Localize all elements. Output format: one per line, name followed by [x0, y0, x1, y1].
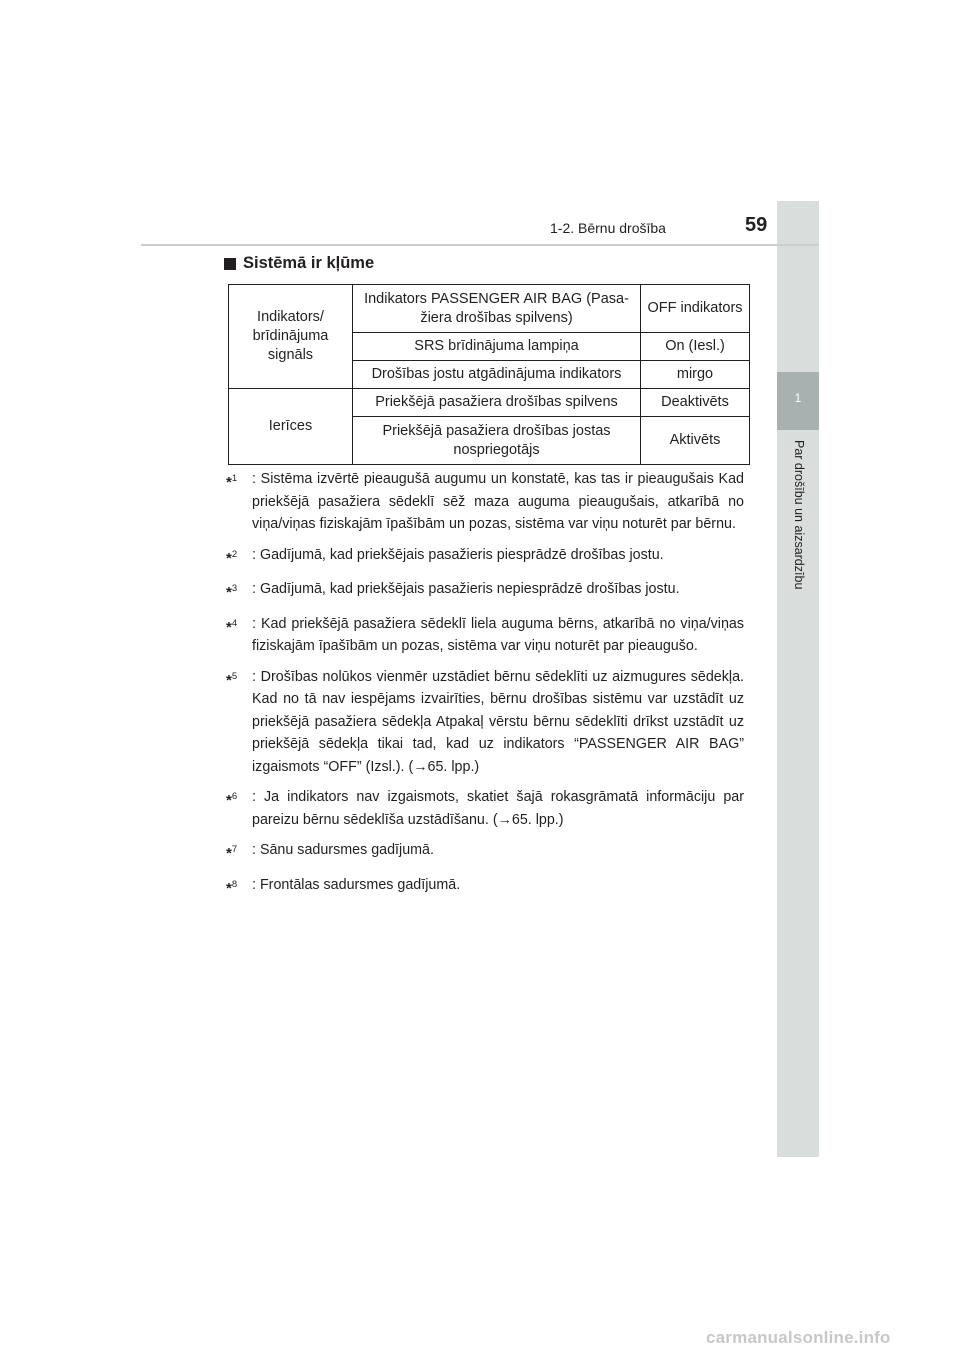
chapter-side-tab	[777, 201, 819, 1157]
footnote-text: : Kad priekšējā pasažiera sēdeklī liela auguma bērns, atkarībā no viņa/viņas fiziskajām īpašībām un pozas, sistēma var viņu noturēt par pieaugušo.	[252, 615, 744, 654]
table-cell-item: Priekšējā pasažiera drošības spilvens	[353, 389, 641, 417]
footnote-text: : Gadījumā, kad priekšējais pasažieris nepiesprādzē drošības jostu.	[252, 581, 680, 597]
footnotes	[226, 468, 744, 908]
table-cell-item: Indikators PASSENGER AIR BAG (Pasa- žiera drošības spilvens)	[353, 285, 641, 333]
footnote	[226, 786, 744, 831]
table-cell-value: mirgo	[641, 361, 750, 389]
footnote-text: : Sānu sadursmes gadījumā.	[252, 842, 434, 858]
footnote-marker: *$^1$	[226, 473, 238, 491]
footnote	[226, 613, 744, 658]
section-heading-text: Sistēmā ir kļūme	[243, 254, 375, 272]
square-bullet-icon	[224, 258, 236, 270]
header-divider	[141, 244, 819, 246]
table-cell-value: On (Iesl.)	[641, 333, 750, 361]
footnote-marker: *$^5$	[226, 670, 238, 689]
chapter-label: Par drošību un aizsardzību	[792, 440, 806, 590]
footnote-marker: *$^3$	[226, 583, 238, 601]
footnote-marker: *$^7$	[226, 844, 238, 862]
footnote	[226, 578, 744, 605]
section-title: 1-2. Bērnu drošība	[550, 220, 666, 236]
footnote	[226, 839, 744, 866]
table-cell-item: Drošības jostu atgādinājuma indikators	[353, 361, 641, 389]
section-heading	[224, 254, 374, 273]
table-cell-value: Deaktivēts	[641, 389, 750, 417]
table-row	[229, 389, 750, 417]
group-label: Ierīces	[229, 389, 353, 465]
footnote	[226, 544, 744, 571]
footnote-text: : Ja indikators nav izgaismots, skatiet šajā rokasgrāmatā informāciju par pareizu bērnu sēdeklīša uzstādīšanu. (→65. lpp.)	[252, 789, 744, 828]
table-cell-value: Aktivēts	[641, 417, 750, 465]
footnote-text: : Frontālas sadursmes gadījumā.	[252, 876, 461, 893]
footnote-marker: *$^4$	[226, 617, 238, 636]
table-row	[229, 285, 750, 333]
footnote	[226, 666, 744, 779]
footnote-text: : Drošības nolūkos vienmēr uzstādiet bērnu sēdeklīti uz aizmugures sēdekļa. Kad no tā nav iespējams izvairīties, bērnu drošības sistēmu var uzstādīt uz priekšējā pasažiera sēdekļa Atpakaļ vērstu bērnu sēdeklīti drīkst uzstādīt uz priekšējā sēdekļa tikai tad, kad uz indikators “PASSENGER AIR BAG” izgaismots “OFF” (Izsl.). (→65. lpp.)	[252, 668, 744, 775]
watermark: carmanualsonline.info	[706, 1328, 891, 1347]
footnote-text: : Sistēma izvērtē pieaugušā augumu un konstatē, kas tas ir pieaugušais Kad priekšējā pasažiera sēdeklī sēž maza auguma pieaugušais, atkarībā no viņa/viņas fiziskajām īpašībām un pozas, sistēma var viņu noturēt par bērnu.	[252, 471, 744, 532]
page-number: 59	[745, 214, 768, 236]
chapter-number: 1	[794, 391, 802, 405]
footnote-text: : Gadījumā, kad priekšējais pasažieris piesprādzē drošības jostu.	[252, 546, 664, 563]
footnote	[226, 874, 744, 901]
status-table	[228, 284, 750, 465]
table-cell-item: SRS brīdinājuma lampiņa	[353, 333, 641, 361]
footnote	[226, 468, 744, 536]
group-label: Indikators/ brīdinājuma signāls	[229, 285, 353, 389]
table-cell-item: Priekšējā pasažiera drošības jostas nospriegotājs	[353, 417, 641, 465]
footnote-marker: *$^6$	[226, 791, 238, 809]
table-cell-value: OFF indikators	[641, 285, 750, 333]
footnote-marker: *$^2$	[226, 548, 238, 567]
footnote-marker: *$^8$	[226, 878, 238, 897]
